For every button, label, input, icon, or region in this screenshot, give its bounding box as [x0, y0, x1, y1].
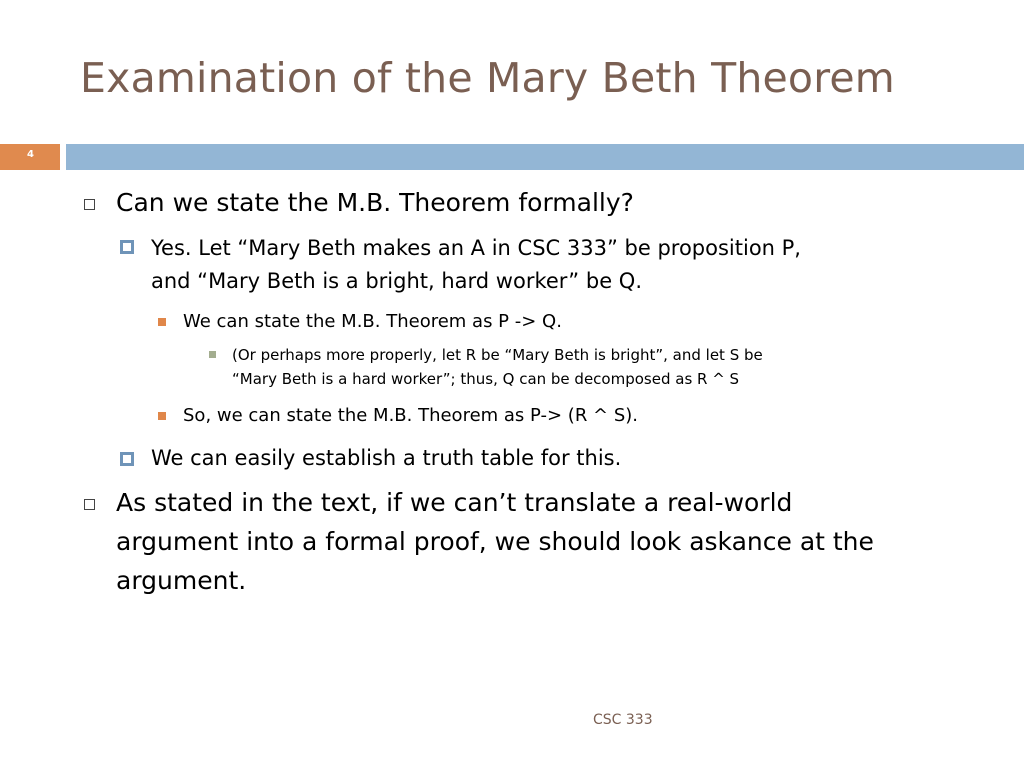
bullet-level2-text: and “Mary Beth is a bright, hard worker” be Q.: [151, 269, 642, 293]
filled-square-bullet-icon: [158, 412, 166, 420]
bullet-level3-text: So, we can state the M.B. Theorem as P-> (R ^ S).: [183, 405, 639, 426]
hollow-square-bullet-icon: [84, 499, 95, 510]
bullet-level4-text: (Or perhaps more properly, let R be “Mary Beth is bright”, and let S be: [232, 346, 763, 364]
square-bullet-icon: [120, 240, 134, 254]
slide-number-box: [0, 144, 60, 170]
bullet-level1-text: argument.: [116, 566, 247, 595]
slide-footer: CSC 333: [593, 712, 653, 728]
bullet-level1-text: As stated in the text, if we can’t translate a real-world: [116, 488, 793, 517]
bullet-level1-text: argument into a formal proof, we should look askance at the: [116, 527, 874, 556]
slide-title: Examination of the Mary Beth Theorem: [80, 54, 895, 102]
hollow-square-bullet-icon: [84, 199, 95, 210]
small-square-bullet-icon: [209, 351, 216, 358]
filled-square-bullet-icon: [158, 318, 166, 326]
bullet-level1-text: Can we state the M.B. Theorem formally?: [116, 188, 634, 217]
slide-number: 4: [27, 149, 34, 160]
square-bullet-icon: [120, 452, 134, 466]
bullet-level2-text: We can easily establish a truth table for this.: [151, 446, 622, 470]
bullet-level2-text: Yes. Let “Mary Beth makes an A in CSC 333” be proposition P,: [151, 236, 801, 260]
bullet-level4-text: “Mary Beth is a hard worker”; thus, Q can be decomposed as R ^ S: [232, 370, 740, 388]
bullet-level3-text: We can state the M.B. Theorem as P -> Q.: [183, 311, 562, 332]
title-divider-band: [66, 144, 1024, 170]
